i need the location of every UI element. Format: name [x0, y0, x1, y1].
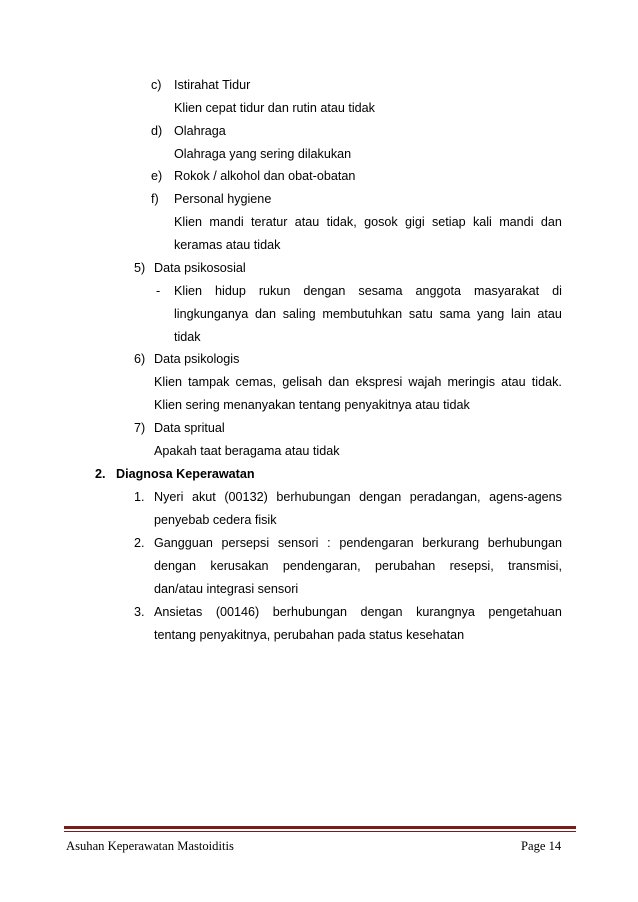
word: (00146) — [215, 605, 260, 619]
word: atau — [294, 215, 320, 229]
word: dengan — [360, 605, 403, 619]
word: dan — [254, 307, 276, 321]
word: lain — [511, 307, 531, 321]
footer-rule-thick — [64, 826, 576, 829]
paragraph: tidak — [174, 330, 201, 344]
item-title: Rokok / alkohol dan obat-obatan — [174, 169, 356, 183]
list-marker: f) — [151, 192, 159, 206]
word: pendengaran — [339, 536, 414, 550]
word: atau — [501, 375, 526, 389]
word: dengan — [303, 284, 346, 298]
word: mandi — [209, 215, 244, 229]
word: dengan — [154, 559, 197, 573]
word: gigi — [405, 215, 425, 229]
word: mandi — [499, 215, 534, 229]
justified-line — [154, 558, 562, 574]
word: wajah — [408, 375, 442, 389]
justified-line — [174, 214, 562, 230]
justified-line — [174, 283, 562, 299]
word: kerusakan — [210, 559, 269, 573]
word: akut — [191, 490, 216, 504]
word: peradangan, — [409, 490, 481, 504]
word: ekspresi — [355, 375, 403, 389]
word: meringis — [447, 375, 496, 389]
word: persepsi — [221, 536, 270, 550]
word: Klien — [174, 215, 203, 229]
word: sama — [439, 307, 471, 321]
justified-line — [174, 306, 562, 322]
paragraph: Klien sering menanyakan tentang penyakitnya atau tidak — [154, 398, 470, 412]
paragraph: Apakah taat beragama atau tidak — [154, 444, 340, 458]
item-title: Istirahat Tidur — [174, 78, 251, 92]
word: sensori — [277, 536, 319, 550]
word: membutuhkan — [322, 307, 403, 321]
list-marker: 1. — [134, 490, 145, 504]
word: pendengaran, — [282, 559, 361, 573]
item-title: Data psikologis — [154, 352, 240, 366]
paragraph: Olahraga yang sering dilakukan — [174, 147, 352, 161]
word: anggota — [415, 284, 462, 298]
word: di — [552, 284, 562, 298]
dash-marker: - — [156, 284, 161, 298]
word: berkurang — [422, 536, 480, 550]
word: berhubungan — [276, 490, 351, 504]
word: sesama — [358, 284, 403, 298]
word: cemas, — [235, 375, 277, 389]
word: dan — [328, 375, 350, 389]
word: perubahan — [375, 559, 436, 573]
list-marker: 3. — [134, 605, 145, 619]
word: dan — [540, 215, 562, 229]
word: rukun — [258, 284, 291, 298]
word: agens-agens — [489, 490, 562, 504]
paragraph: dan/atau integrasi sensori — [154, 582, 299, 596]
justified-line — [154, 604, 562, 620]
word: resepsi, — [449, 559, 494, 573]
item-title: Olahraga — [174, 124, 226, 138]
word: transmisi, — [508, 559, 562, 573]
word: kurangnya — [416, 605, 475, 619]
footer-rule-thin — [64, 831, 576, 832]
word: kali — [472, 215, 492, 229]
list-marker: d) — [151, 124, 163, 138]
word: tidak, — [326, 215, 357, 229]
item-title: Personal hygiene — [174, 192, 272, 206]
footer-title: Asuhan Keperawatan Mastoiditis — [66, 839, 234, 853]
list-marker: e) — [151, 169, 163, 183]
word: pengetahuan — [488, 605, 562, 619]
word: berhubungan — [272, 605, 347, 619]
word: gosok — [364, 215, 398, 229]
word: Ansietas — [154, 605, 203, 619]
list-marker: 6) — [134, 352, 146, 366]
word: (00132) — [224, 490, 268, 504]
word: setiap — [431, 215, 466, 229]
item-title: Data psikososial — [154, 261, 246, 275]
paragraph: penyebab cedera fisik — [154, 513, 277, 527]
word: berhubungan — [487, 536, 562, 550]
word: Klien — [174, 284, 203, 298]
list-marker: 2. — [134, 536, 145, 550]
word: gelisah — [282, 375, 323, 389]
section-number: 2. — [95, 467, 106, 481]
word: tampak — [188, 375, 230, 389]
word: yang — [476, 307, 505, 321]
section-heading: Diagnosa Keperawatan — [116, 467, 255, 481]
word: saling — [282, 307, 316, 321]
paragraph: Klien cepat tidur dan rutin atau tidak — [174, 101, 375, 115]
word: lingkunganya — [174, 307, 249, 321]
word: Klien — [154, 375, 183, 389]
word: dengan — [359, 490, 402, 504]
word: Gangguan — [154, 536, 213, 550]
word: tidak. — [531, 375, 562, 389]
list-marker: c) — [151, 78, 162, 92]
list-marker: 7) — [134, 421, 146, 435]
justified-line — [154, 374, 562, 390]
word: : — [327, 536, 331, 550]
list-marker: 5) — [134, 261, 146, 275]
paragraph: tentang penyakitnya, perubahan pada status kesehatan — [154, 628, 465, 642]
justified-line — [154, 489, 562, 505]
word: hidup — [215, 284, 246, 298]
word: masyarakat — [474, 284, 540, 298]
page-number: Page 14 — [521, 839, 562, 853]
paragraph: keramas atau tidak — [174, 238, 281, 252]
word: satu — [408, 307, 433, 321]
word: atau — [537, 307, 562, 321]
word: Nyeri — [154, 490, 184, 504]
item-title: Data spritual — [154, 421, 225, 435]
justified-line — [154, 535, 562, 551]
word: teratur — [251, 215, 288, 229]
